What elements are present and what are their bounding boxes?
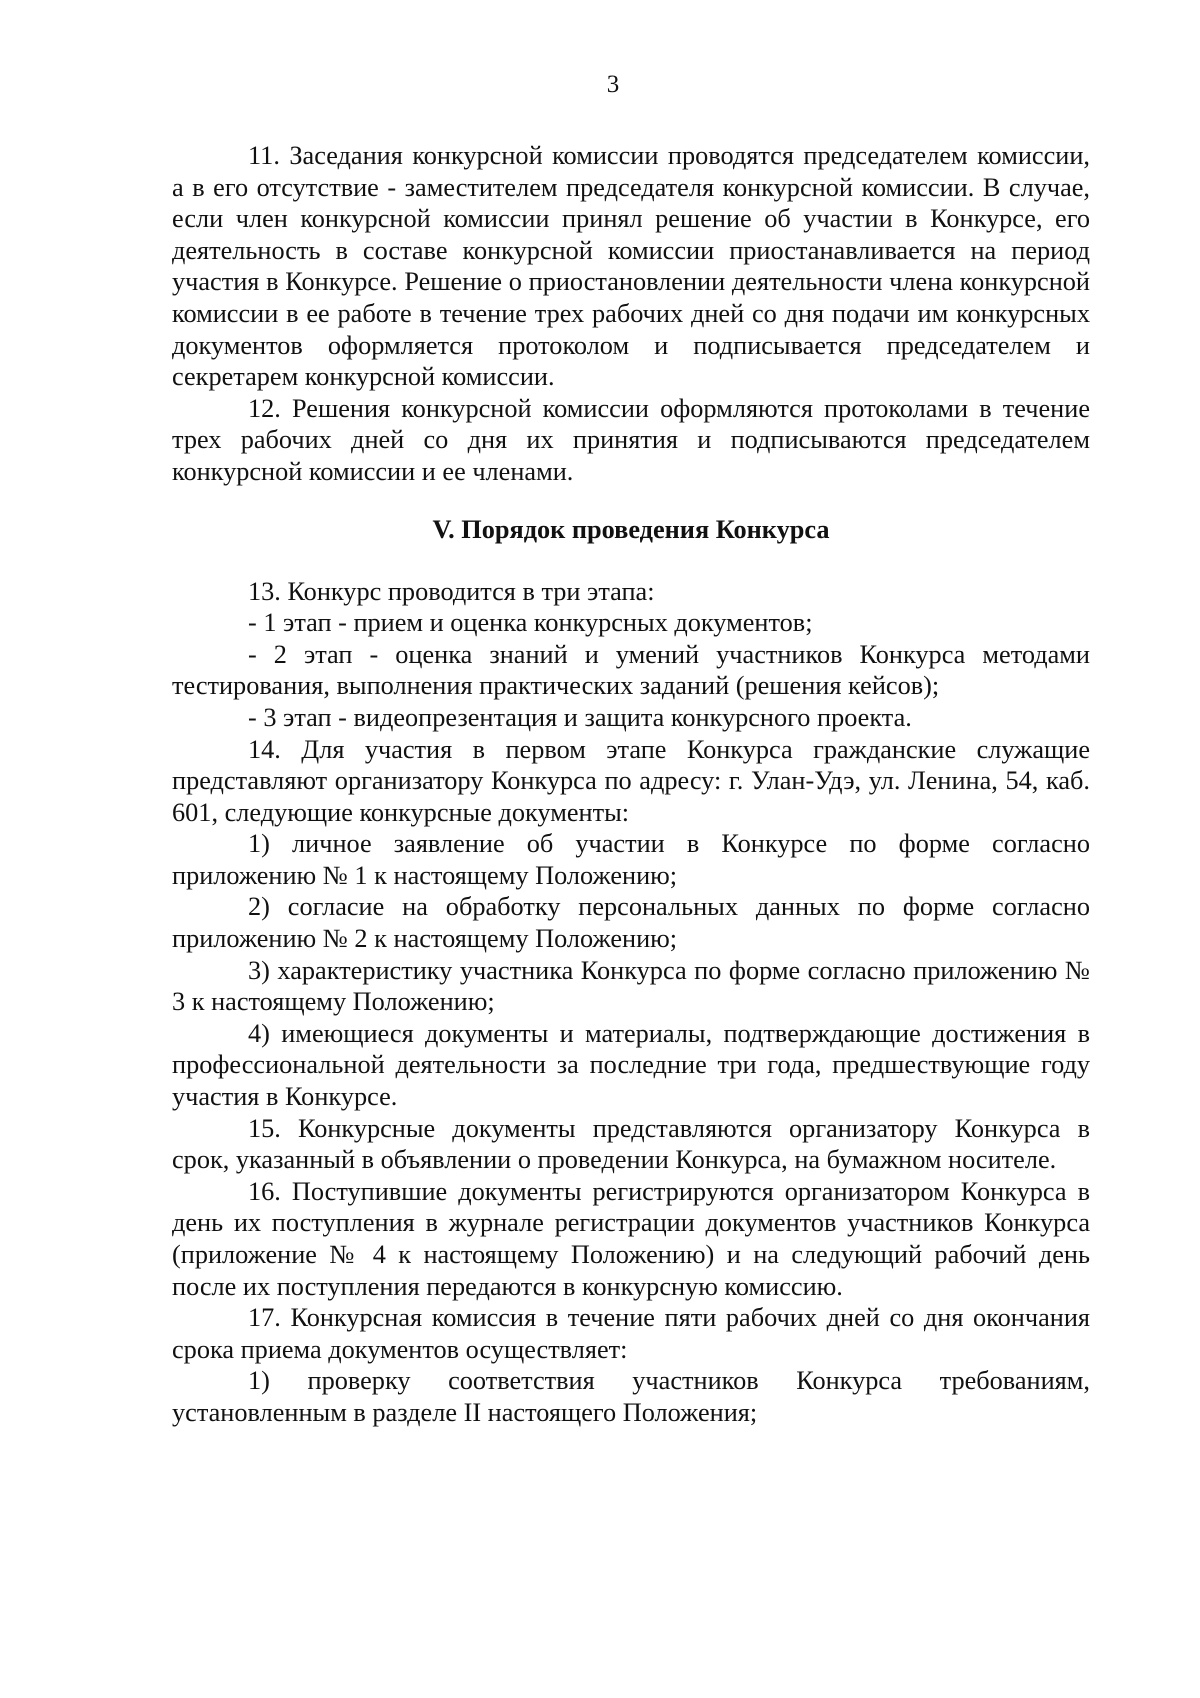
paragraph-13: 13. Конкурс проводится в три этапа:: [248, 576, 655, 606]
paragraph-14: 14. Для участия в первом этапе Конкурса гражданские служащие представляют организатору Конкурса по адресу: г. Улан-Удэ, ул. Ленина, 54, каб. 601, следующие конкурсные документы:: [172, 734, 1090, 827]
list-item-document-2: 2) согласие на обработку персональных данных по форме согласно приложению № 2 к настоящему Положению;: [172, 892, 1090, 954]
list-item-stage-2: - 2 этап - оценка знаний и умений участников Конкурса методами тестирования, выполнения практических заданий (решения кейсов);: [172, 639, 1090, 701]
page-number: 3: [606, 71, 620, 98]
list-item-document-3: 3) характеристику участника Конкурса по форме согласно приложению № 3 к настоящему Положению;: [172, 955, 1090, 1017]
section-heading: V. Порядок проведения Конкурса: [432, 514, 830, 544]
paragraph-16: 16. Поступившие документы регистрируются организатором Конкурса в день их поступления в журнале регистрации документов участников Конкурса (приложение № 4 к настоящему Положению) и на следующий рабочий день после их поступления передаются в конкурсную комиссию.: [172, 1176, 1090, 1301]
list-item-document-1: 1) личное заявление об участии в Конкурсе по форме согласно приложению № 1 к настоящему Положению;: [172, 829, 1090, 890]
paragraph-12: 12. Решения конкурсной комиссии оформляются протоколами в течение трех рабочих дней со дня их принятия и подписываются председателем конкурсной комиссии и ее членами.: [172, 393, 1090, 486]
list-item-stage-1: - 1 этап - прием и оценка конкурсных документов;: [248, 608, 813, 638]
paragraph-11: 11. Заседания конкурсной комиссии проводятся председателем комиссии, а в его отсутствие - заместителем председателя конкурсной комиссии. В случае, если член конкурсной комиссии принял решение об участии в Конкурсе, его деятельность в составе конкурсной комиссии приостанавливается на период участия в Конкурсе. Решение о приостановлении деятельности члена конкурсной комиссии в ее работе в течение трех рабочих дней со дня подачи им конкурсных документов оформляется протоколом и подписывается председателем и секретарем конкурсной комиссии.: [172, 141, 1090, 392]
list-item-check-1: 1) проверку соответствия участников Конкурса требованиям, установленным в разделе II настоящего Положения;: [172, 1366, 1090, 1427]
list-item-stage-3: - 3 этап - видеопрезентация и защита конкурсного проекта.: [248, 702, 912, 732]
paragraph-15: 15. Конкурсные документы представляются организатору Конкурса в срок, указанный в объявлении о проведении Конкурса, на бумажном носителе.: [172, 1113, 1090, 1175]
list-item-document-4: 4) имеющиеся документы и материалы, подтверждающие достижения в профессиональной деятельности за последние три года, предшествующие году участия в Конкурсе.: [172, 1018, 1090, 1112]
document-body: [172, 140, 1090, 1429]
paragraph-17: 17. Конкурсная комиссия в течение пяти рабочих дней со дня окончания срока приема документов осуществляет:: [172, 1303, 1090, 1364]
